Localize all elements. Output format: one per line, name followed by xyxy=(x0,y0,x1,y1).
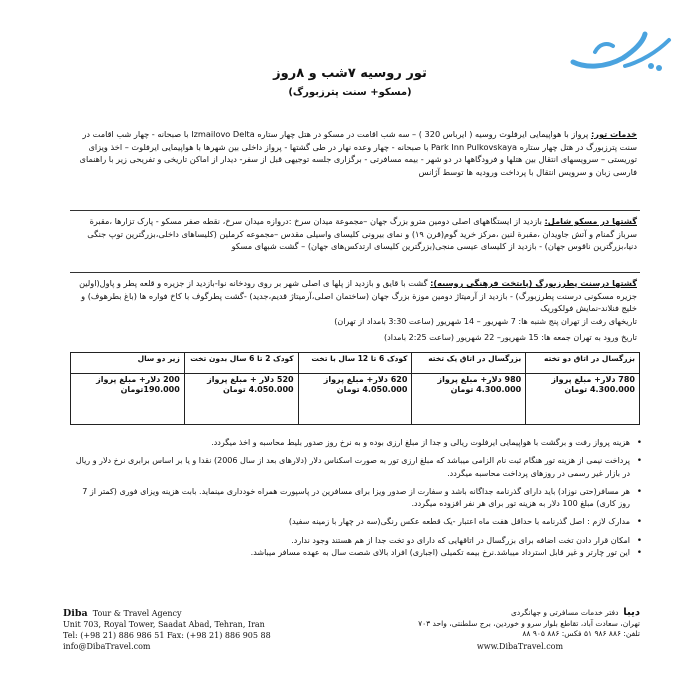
price-header-cell: کودک 6 تا 12 سال با تخت xyxy=(298,353,412,374)
price-cell: 620 دلار+ مبلغ پرواز 4.050.000 تومان xyxy=(298,374,412,425)
list-item: • هزینه پرواز رفت و برگشت با هواپیمایی ایرفلوت ریالی و جدا از مبلغ ارزی بوده و به نرخ روز صدور بلیط محاسبه و اخذ میگردد. xyxy=(72,437,644,449)
footer-brand-en: Diba xyxy=(63,608,88,619)
price-cell: 200 دلار+ مبلغ پرواز 190.000تومان xyxy=(71,374,185,425)
price-table-header-row xyxy=(71,353,640,374)
price-cell: 980 دلار+ مبلغ پرواز 4.300.000 تومان xyxy=(412,374,526,425)
price-header-cell: کودک 2 تا 6 سال بدون تخت xyxy=(184,353,298,374)
notes-list xyxy=(72,437,644,565)
footer-address-en: Unit 703, Royal Tower, Saadat Abad, Tehran, Iran xyxy=(63,620,265,629)
price-header-cell: بزرگسال در اتاق یک تخته xyxy=(412,353,526,374)
spb-tours-paragraph xyxy=(72,277,637,315)
divider xyxy=(70,210,640,211)
footer-phone-en: Tel: (+98 21) 886 986 51 Fax: (+98 21) 886 905 88 xyxy=(63,631,271,640)
table-row xyxy=(71,374,640,425)
services-text: پرواز با هواپیمایی ایرفلوت روسیه ( ایرباس 320 ) – سه شب اقامت در مسکو در هتل چهار ستاره Izmailovo Delta با صبحانه - چهار شب اقامت در سنت پترزبورگ در هتل چهار ستاره Park Inn Pulkovskaya با صبحانه - چهار وعده نهار در طی گشتها - پرواز داخلی بین شهرها با هواپیمایی ایرفلوت – اخذ ویزای توریستی – سرویسهای انتقال بین هتلها و فرودگاهها در دو شهر - بیمه مسافرتی - برگزاری جلسه توجیهی قبل از سفر- دیدار از اماکن تاریخی و تفریحی زیر با راهنمای فارسی زبان و سرویس انتقال با پرداخت ورودیه ها توسط آژانس xyxy=(79,129,637,177)
spb-tours-text: گشت با قایق و بازدید از پلها ی اصلی شهر بر روی رودخانه نوا-بازدید از جزیره و قلعه پطر و پاول(اولین جزیره مسکونی درسنت پطرزبورگ) - بازدید از آرمیتاژ دومین موزة بزرگ جهان (ساختمان اصلی،آرمیتاژ قدیم،جدید) -گشت پطرگوف با کاخ فواره ها (باغ بطرهوف) و خلیج فنلاند-نمایش فولکوریک xyxy=(79,278,637,314)
footer-website[interactable]: www.DibaTravel.com xyxy=(476,641,564,651)
return-dates: تاریخ ورود به تهران جمعه ها: 15 شهریور– 22 شهریور (ساعت 2:25 بامداد) xyxy=(384,333,637,342)
price-header-cell: زیر دو سال xyxy=(71,353,185,374)
footer-phone-fa: تلفن: ۸۸۶ ۹۸۶ ۵۱ فکس: ۸۸۶ ۹۰۵ ۸۸ xyxy=(522,629,640,638)
footer-brand-fa: دیبا xyxy=(623,607,640,618)
footer-english xyxy=(63,608,313,652)
footer-tagline-fa: دفتر خدمات مسافرتی و جهانگردی xyxy=(511,608,619,617)
list-item: • پرداخت نیمی از هزینه تور هنگام ثبت نام الزامی میباشد که مبلغ ارزی تور به صورت اسکناس دلار (دلارهای بعد از سال 2006) نقدا و یا بر اساس برابری نرخ دلار و ریال در بازار غیر رسمی در روزهای پرداخت محاسبه میگردد. xyxy=(72,455,644,480)
list-item: • مدارک لازم : اصل گذرنامه با حداقل هفت ماه اعتبار -یک قطعه عکس رنگی(سه در چهار با زمینه سفید) xyxy=(72,516,644,528)
divider xyxy=(70,272,640,273)
footer-tagline-en: Tour & Travel Agency xyxy=(92,609,182,618)
price-table xyxy=(70,352,640,425)
moscow-tours-label: گشتها در مسکو شامل: xyxy=(544,216,637,226)
list-item: • این تور چارتر و غیر قابل استرداد میباشد.نرخ بیمه تکمیلی (اجباری) افراد بالای شصت سال به عهده مسافر میباشد. xyxy=(72,547,644,559)
spb-tours-label: گشتها درسنت پطرزبورگ (پایتخت فرهنگی روسیه): xyxy=(430,278,637,288)
footer-email[interactable]: info@DibaTravel.com xyxy=(63,642,151,651)
price-cell: 520 دلار + مبلغ پرواز 4.050.000 تومان xyxy=(184,374,298,425)
footer-address-fa: تهران، سعادت آباد، تقاطع بلوار سرو و خوردین، برج سلطنتی، واحد ۷۰۳ xyxy=(418,618,640,628)
list-item: • هر مسافر(حتی نوزاد) باید دارای گذرنامه جداگانه باشد و سفارت از صدور ویزا برای مسافرین در پاسپورت همراه خودداری مینماید. بابت هزینه ویزای فوری (کمتر از 7 روز کاری) مبلغ 100 دلار به هزینه تور برای هر نفر افزوده میگردد. xyxy=(72,486,644,511)
moscow-tours-text: بازدید از ایستگاههای اصلی دومین مترو بزرگ جهان –مجموعة میدان سرخ :دروازه میدان سرخ، نقطه صفر مسکو - پارک تزارها ،مقبرة سرباز گمنام و آتش جاویدان ،مقبرة لنین ،مرکز خرید گوم(قرن ۱۹) و نمای بیرونی کلیسای واسیلی مقدس –مجموعه کرملین (کلیساهای داخلی،بزرگترین توپ جنگی دنیا،بزرگترین ناقوس جهان) - بازدید از کلیسای عیسی منجی(بزرگترین کلیسای ارتدکس‌های جهان) – گشت شبهای مسکو xyxy=(87,216,637,252)
services-label: خدمات تور: xyxy=(590,129,637,139)
price-cell: 780 دلار+ مبلغ پرواز 4.300.000 تومان xyxy=(526,374,640,425)
diba-logo xyxy=(565,22,675,82)
price-header-cell: بزرگسال در اتاق دو تخته xyxy=(526,353,640,374)
page-title: تور روسیه ۷شب و ۸روز xyxy=(273,66,427,81)
departure-dates: تاریخهای رفت از تهران پنج شنبه ها: 7 شهریور – 14 شهریور (ساعت 3:30 بامداد از تهران) xyxy=(334,317,637,326)
footer-persian xyxy=(400,608,640,652)
services-paragraph xyxy=(72,128,637,178)
list-item: • امکان قرار دادن تخت اضافه برای بزرگسال در اتاقهایی که دارای دو تخت جدا از هم هستند وجود ندارد. xyxy=(72,535,644,547)
moscow-tours-paragraph xyxy=(72,215,637,253)
page-subtitle: (مسکو+ سنت پترزبورگ) xyxy=(288,87,412,98)
